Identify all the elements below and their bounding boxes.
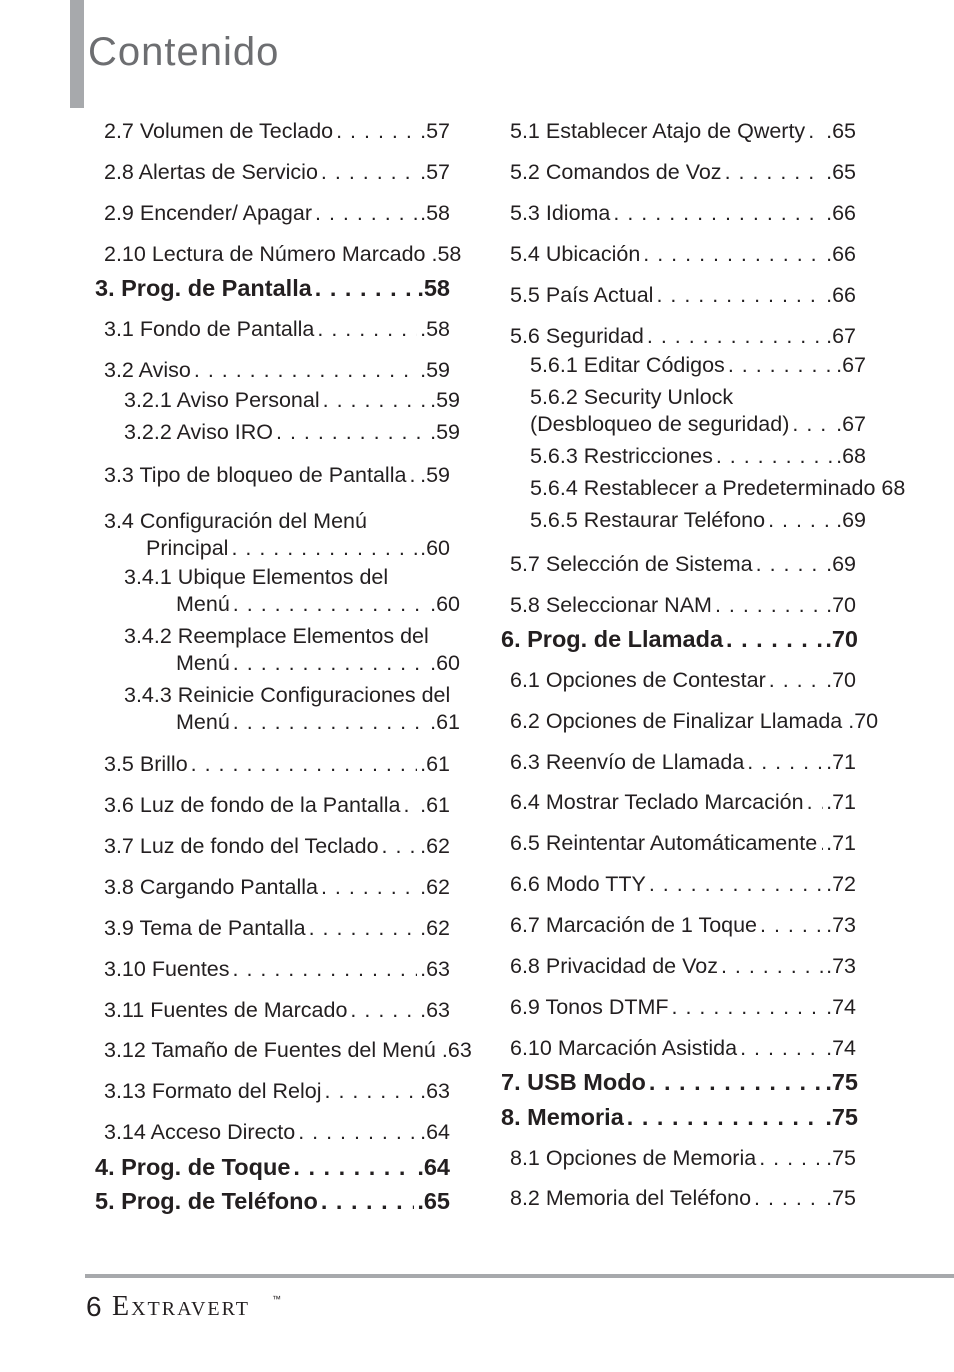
toc-page-number: .58 xyxy=(417,275,450,301)
toc-entry-title: 6.6 Modo TTY xyxy=(510,872,646,896)
dot-leader xyxy=(382,833,418,859)
toc-entry[interactable] xyxy=(510,551,856,577)
toc-page-number: .59 xyxy=(420,358,450,382)
toc-page-number: .74 xyxy=(826,995,856,1019)
toc-page-number: .67 xyxy=(836,412,866,436)
toc-entry-title: 6.5 Reintentar Automáticamente xyxy=(510,831,818,855)
dot-leader xyxy=(716,443,833,469)
toc-entry[interactable] xyxy=(510,200,856,226)
dot-leader xyxy=(747,749,823,775)
toc-entry[interactable] xyxy=(530,411,866,437)
dot-leader xyxy=(315,200,417,226)
toc-entry-heading-line: 3.4.2 Reemplace Elementos del xyxy=(124,624,429,648)
toc-entry-title: 6.7 Marcación de 1 Toque xyxy=(510,913,758,937)
toc-page-number: .70 xyxy=(848,709,879,733)
dot-leader xyxy=(233,709,427,735)
toc-entry-title: 8.2 Memoria del Teléfono xyxy=(510,1186,752,1210)
toc-page-number: .57 xyxy=(420,119,450,143)
toc-section-heading[interactable] xyxy=(95,275,450,301)
toc-page-number: .70 xyxy=(825,626,858,652)
title-accent-bar xyxy=(70,0,84,108)
toc-page-number: .69 xyxy=(826,552,856,576)
toc-entry-title: 3.12 Tamaño de Fuentes del Menú xyxy=(104,1038,436,1062)
toc-entry[interactable] xyxy=(510,1145,856,1171)
toc-page-number: .59 xyxy=(420,463,450,487)
toc-page-number: .58 xyxy=(431,242,462,266)
toc-entry-title: 3.10 Fuentes xyxy=(104,957,230,981)
dot-leader xyxy=(298,1119,417,1145)
toc-entry-title: 3.9 Tema de Pantalla xyxy=(104,916,306,940)
dot-leader xyxy=(403,792,417,818)
dot-leader xyxy=(233,591,427,617)
toc-entry[interactable] xyxy=(510,282,856,308)
dot-leader xyxy=(769,667,823,693)
toc-page-number: .65 xyxy=(417,1188,450,1214)
toc-entry[interactable] xyxy=(124,419,460,445)
dot-leader xyxy=(321,1188,414,1214)
dot-leader xyxy=(321,874,417,900)
toc-entry-title: 3.14 Acceso Directo xyxy=(104,1120,296,1144)
toc-page-number: .64 xyxy=(420,1120,450,1144)
dot-leader xyxy=(191,751,417,777)
toc-entry-title: 3.2.2 Aviso IRO xyxy=(124,420,273,444)
dot-leader xyxy=(647,323,823,349)
dot-leader xyxy=(725,159,824,185)
toc-entry[interactable] xyxy=(176,709,460,735)
dot-leader xyxy=(643,241,823,267)
toc-entry-title: 6.1 Opciones de Contestar xyxy=(510,668,766,692)
toc-entry-title: Menú xyxy=(176,592,230,616)
toc-page-number: .60 xyxy=(430,651,460,675)
toc-entry-title: 2.8 Alertas de Servicio xyxy=(104,160,318,184)
dot-leader xyxy=(808,118,823,144)
toc-entry-title: 7. USB Modo xyxy=(501,1069,646,1095)
dot-leader xyxy=(792,411,833,437)
toc-page-number: .63 xyxy=(420,957,450,981)
toc-entry[interactable] xyxy=(530,443,866,469)
toc-page-number: .71 xyxy=(826,750,856,774)
dot-leader xyxy=(649,871,823,897)
dot-leader xyxy=(726,626,822,652)
toc-entry-title: 2.7 Volumen de Teclado xyxy=(104,119,334,143)
toc-page-number: .67 xyxy=(836,353,866,377)
toc-entry[interactable] xyxy=(510,994,856,1020)
toc-page-number: .57 xyxy=(420,160,450,184)
toc-entry-title: 8. Memoria xyxy=(501,1104,624,1130)
toc-section-heading[interactable] xyxy=(95,1154,450,1180)
toc-entry[interactable] xyxy=(530,475,906,501)
toc-entry[interactable] xyxy=(124,387,460,413)
dot-leader xyxy=(807,789,824,815)
dot-leader xyxy=(336,118,417,144)
toc-entry[interactable] xyxy=(510,592,856,618)
toc-entry-title: 3.11 Fuentes de Marcado xyxy=(104,998,348,1022)
dot-leader xyxy=(321,159,417,185)
toc-page-number: .58 xyxy=(420,317,450,341)
dot-leader xyxy=(309,915,418,941)
toc-entry[interactable] xyxy=(104,200,450,226)
dot-leader xyxy=(740,1035,823,1061)
toc-entry[interactable] xyxy=(530,507,866,533)
dot-leader xyxy=(323,387,427,413)
toc-page-number: .68 xyxy=(836,444,866,468)
toc-entry-title: 3.13 Formato del Reloj xyxy=(104,1079,322,1103)
dot-leader xyxy=(754,1185,823,1211)
toc-entry-title: 5.8 Seleccionar NAM xyxy=(510,593,712,617)
toc-entry-title: Menú xyxy=(176,710,230,734)
toc-page-number: .61 xyxy=(430,710,460,734)
toc-entry-title: 3.1 Fondo de Pantalla xyxy=(104,317,315,341)
toc-entry-title: 6.3 Reenvío de Llamada xyxy=(510,750,745,774)
dot-leader xyxy=(760,912,823,938)
dot-leader xyxy=(756,551,823,577)
toc-entry-title: 5. Prog. de Teléfono xyxy=(95,1188,318,1214)
dot-leader xyxy=(715,592,823,618)
toc-entry-title: 5.6.4 Restablecer a Predeterminado xyxy=(530,476,876,500)
toc-page-number: .72 xyxy=(826,872,856,896)
toc-entry[interactable] xyxy=(104,915,450,941)
toc-entry[interactable] xyxy=(104,833,450,859)
toc-entry[interactable] xyxy=(510,749,856,775)
toc-entry[interactable] xyxy=(176,591,460,617)
toc-entry[interactable] xyxy=(104,1078,450,1104)
toc-entry-title: 2.10 Lectura de Número Marcado xyxy=(104,242,426,266)
toc-section-heading[interactable] xyxy=(95,1188,450,1214)
toc-entry[interactable] xyxy=(530,352,866,378)
toc-page-number: .64 xyxy=(417,1154,450,1180)
toc-entry[interactable] xyxy=(146,535,450,561)
toc-entry-title: 3.7 Luz de fondo del Teclado xyxy=(104,834,379,858)
toc-entry-title: 3.3 Tipo de bloqueo de Pantalla xyxy=(104,463,407,487)
toc-page-number: .75 xyxy=(826,1186,856,1210)
dot-leader xyxy=(672,994,824,1020)
toc-entry-title: 2.9 Encender/ Apagar xyxy=(104,201,312,225)
toc-entry[interactable] xyxy=(104,1119,450,1145)
toc-page-number: .70 xyxy=(826,593,856,617)
toc-page-number: .58 xyxy=(420,201,450,225)
toc-entry[interactable] xyxy=(104,792,450,818)
toc-entry[interactable] xyxy=(104,874,450,900)
toc-entry[interactable] xyxy=(510,1035,856,1061)
dot-leader xyxy=(293,1154,414,1180)
dot-leader xyxy=(759,1145,823,1171)
toc-entry-title: 6.9 Tonos DTMF xyxy=(510,995,669,1019)
toc-entry-title: 3.8 Cargando Pantalla xyxy=(104,875,318,899)
toc-entry-title: 6. Prog. de Llamada xyxy=(501,626,724,652)
dot-leader xyxy=(627,1104,823,1130)
toc-entry-title: 4. Prog. de Toque xyxy=(95,1154,291,1180)
toc-entry[interactable] xyxy=(104,1037,472,1063)
page-title: Contenido xyxy=(88,30,280,74)
toc-page-number: .75 xyxy=(825,1104,858,1130)
toc-entry[interactable] xyxy=(104,997,450,1023)
toc-entry-heading-line: 5.6.2 Security Unlock xyxy=(530,385,734,409)
toc-page-number: .71 xyxy=(826,831,856,855)
trademark-mark: ™ xyxy=(272,1294,281,1304)
toc-entry[interactable] xyxy=(104,751,450,777)
toc-entry[interactable] xyxy=(510,118,856,144)
toc-entry[interactable] xyxy=(510,1185,856,1211)
dot-leader xyxy=(350,997,417,1023)
toc-entry-title: 5.2 Comandos de Voz xyxy=(510,160,722,184)
toc-entry-title: 6.10 Marcación Asistida xyxy=(510,1036,738,1060)
toc-entry[interactable] xyxy=(104,118,450,144)
toc-entry[interactable] xyxy=(104,357,450,383)
toc-page-number: .73 xyxy=(826,913,856,937)
dot-leader xyxy=(194,357,417,383)
toc-page-number: .67 xyxy=(826,324,856,348)
toc-entry-title: 5.1 Establecer Atajo de Qwerty xyxy=(510,119,806,143)
toc-entry[interactable] xyxy=(104,316,450,342)
toc-entry-title: 5.5 País Actual xyxy=(510,283,654,307)
toc-entry-title: 5.6.1 Editar Códigos xyxy=(530,353,725,377)
dot-leader xyxy=(409,462,417,488)
toc-page-number: .60 xyxy=(420,536,450,560)
toc-page-number: .62 xyxy=(420,916,450,940)
toc-page-number: .70 xyxy=(826,668,856,692)
toc-page-number: .61 xyxy=(420,752,450,776)
toc-page-number: .63 xyxy=(420,998,450,1022)
toc-page-number: .60 xyxy=(430,592,460,616)
dot-leader xyxy=(728,352,833,378)
toc-page-number: .75 xyxy=(826,1146,856,1170)
toc-entry-title: 3.2 Aviso xyxy=(104,358,191,382)
toc-page-number: .73 xyxy=(826,954,856,978)
toc-section-heading[interactable] xyxy=(501,1104,858,1130)
toc-page-number: .59 xyxy=(430,420,460,444)
toc-page-number: .74 xyxy=(826,1036,856,1060)
toc-entry[interactable] xyxy=(104,241,462,267)
toc-entry-title: 3.2.1 Aviso Personal xyxy=(124,388,320,412)
toc-entry[interactable] xyxy=(176,650,460,676)
toc-entry[interactable] xyxy=(510,789,856,815)
toc-page-number: .66 xyxy=(826,242,856,266)
toc-entry-heading-line: 3.4.3 Reinicie Configuraciones del xyxy=(124,683,451,707)
toc-entry[interactable] xyxy=(510,830,856,856)
dot-leader xyxy=(649,1069,822,1095)
dot-leader xyxy=(656,282,823,308)
brand-wordmark: Extravert xyxy=(112,1291,250,1322)
toc-entry-title: Menú xyxy=(176,651,230,675)
toc-entry-title: 6.4 Mostrar Teclado Marcación xyxy=(510,790,804,814)
toc-entry[interactable] xyxy=(510,912,856,938)
toc-entry[interactable] xyxy=(510,871,856,897)
toc-entry[interactable] xyxy=(104,956,450,982)
toc-entry-title: 3. Prog. de Pantalla xyxy=(95,275,312,301)
toc-entry-title: 5.6 Seguridad xyxy=(510,324,644,348)
toc-entry[interactable] xyxy=(510,953,856,979)
toc-entry[interactable] xyxy=(510,323,856,349)
toc-entry-title: 6.2 Opciones de Finalizar Llamada xyxy=(510,709,843,733)
toc-entry-title: 5.7 Selección de Sistema xyxy=(510,552,753,576)
toc-page-number: .62 xyxy=(420,834,450,858)
toc-entry-title: 5.6.5 Restaurar Teléfono xyxy=(530,508,766,532)
toc-entry-title: 3.6 Luz de fondo de la Pantalla xyxy=(104,793,401,817)
dot-leader xyxy=(233,650,427,676)
toc-entry-title: 6.8 Privacidad de Voz xyxy=(510,954,718,978)
toc-entry[interactable] xyxy=(510,159,856,185)
toc-page-number: .69 xyxy=(836,508,866,532)
dot-leader xyxy=(317,316,417,342)
toc-entry-title: 5.4 Ubicación xyxy=(510,242,641,266)
toc-page-number: .65 xyxy=(826,119,856,143)
toc-entry[interactable] xyxy=(104,159,450,185)
toc-page-number: .66 xyxy=(826,283,856,307)
toc-page-number: .62 xyxy=(420,875,450,899)
toc-page-number: .71 xyxy=(826,790,856,814)
footer-rule xyxy=(85,1274,954,1278)
toc-entry[interactable] xyxy=(104,462,450,488)
toc-page-number: .63 xyxy=(420,1079,450,1103)
toc-page-number: .59 xyxy=(430,388,460,412)
toc-page-number: .65 xyxy=(826,160,856,184)
toc-page-number: 68 xyxy=(881,476,906,500)
dot-leader xyxy=(315,275,415,301)
dot-leader xyxy=(325,1078,418,1104)
dot-leader xyxy=(820,830,823,856)
toc-entry-title: 3.5 Brillo xyxy=(104,752,188,776)
toc-section-heading[interactable] xyxy=(501,626,858,652)
toc-page-number: .63 xyxy=(441,1038,472,1062)
page-number: 6 xyxy=(86,1291,102,1322)
toc-entry-title: Principal xyxy=(146,536,229,560)
toc-entry-title: (Desbloqueo de seguridad) xyxy=(530,412,790,436)
toc-section-heading[interactable] xyxy=(501,1069,858,1095)
toc-page-number: .75 xyxy=(825,1069,858,1095)
toc-entry-title: 8.1 Opciones de Memoria xyxy=(510,1146,757,1170)
dot-leader xyxy=(276,419,427,445)
dot-leader xyxy=(231,535,417,561)
toc-entry[interactable] xyxy=(510,241,856,267)
toc-entry-title: 5.3 Idioma xyxy=(510,201,611,225)
dot-leader xyxy=(721,953,823,979)
toc-entry-title: 5.6.3 Restricciones xyxy=(530,444,713,468)
toc-page-number: .66 xyxy=(826,201,856,225)
dot-leader xyxy=(613,200,823,226)
dot-leader xyxy=(233,956,418,982)
toc-entry-heading-line: 3.4 Configuración del Menú xyxy=(104,509,367,533)
toc-entry[interactable] xyxy=(510,708,879,734)
toc-page-number: .61 xyxy=(420,793,450,817)
toc-entry-heading-line: 3.4.1 Ubique Elementos del xyxy=(124,565,389,589)
dot-leader xyxy=(768,507,833,533)
toc-entry[interactable] xyxy=(510,667,856,693)
